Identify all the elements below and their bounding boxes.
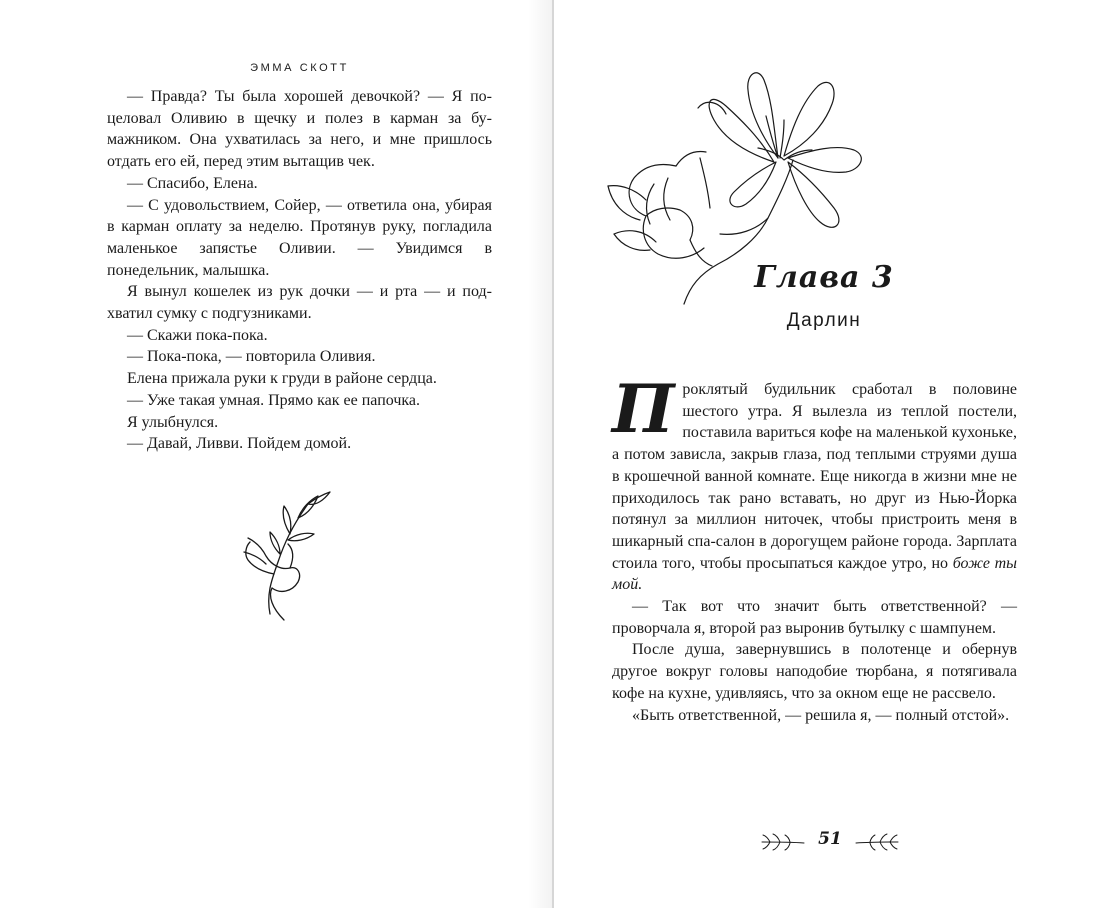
- paragraph: — С удовольствием, Сойер, — ответила она, убирая в карман оплату за неделю. Протянув руку, погладила маленькое запястье Оливии. — Увидимся в понедельник, малышка.: [107, 196, 492, 279]
- chapter-title: Глава 3: [754, 260, 894, 295]
- paragraph: — Давай, Ливви. Пойдем домой.: [127, 435, 352, 453]
- paragraph: — Скажи пока-пока.: [127, 326, 268, 344]
- chapter-subtitle: Дарлин: [786, 310, 862, 331]
- emphasis-text: боже ты мой.: [612, 554, 1017, 594]
- running-head: ЭММА СКОТТ: [250, 62, 349, 74]
- hand-sprig-icon: [228, 484, 338, 626]
- paragraph: — Уже такая умная. Прямо как ее папочка.: [127, 391, 421, 409]
- right-text-block: [612, 370, 1017, 726]
- page-folio: [760, 828, 900, 856]
- leaf-sprig-icon: [760, 832, 806, 852]
- paragraph: После душа, завернувшись в полотенце и обернув другое вокруг головы наподобие тюрбана, я потягивала кофе на кухне, удивляясь, что за окном еще не рассвело.: [612, 641, 1017, 702]
- paragraph: — Так вот что значит быть ответственной? — проворчала я, второй раз выронив бутылку с шампунем.: [612, 598, 1017, 637]
- page-number: 51: [818, 829, 842, 849]
- first-paragraph: [612, 370, 1017, 596]
- paragraph: — Спасибо, Елена.: [127, 174, 258, 192]
- right-page: [554, 0, 1104, 908]
- drop-cap: П: [612, 370, 675, 448]
- paragraph: «Быть ответственной, — решила я, — полный отстой».: [632, 706, 1010, 724]
- first-paragraph-text: роклятый будильник сработал в половине шестого утра. Я вылезла из теплой постели, поставила вариться кофе на маленькой кухоньке, а потом зависла, закрыв глаза, под теплыми струями душа в крошечной ванной комнате. Еще никогда в жизни мне не приходилось так рано вставать, но друг из Нью-Йорка потянул за миллион ниточек, чтобы пристроить меня в шикарный спа-салон в дорогущем районе города. Зарплата стоила того, чтобы просыпаться каждое утро, но: [612, 381, 1017, 572]
- paragraph: Я вынул кошелек из рук дочки — и рта — и подхватил сумку с подгузниками.: [107, 283, 492, 323]
- paragraph: Елена прижала руки к груди в районе сердца.: [127, 370, 437, 388]
- left-text-block: [107, 86, 492, 455]
- leaf-sprig-icon: [854, 832, 900, 852]
- paragraph: — Правда? Ты была хорошей девочкой? — Я поцеловал Оливию в щечку и полез в карман за бумажником. Она ухватилась за него, и мне пришлось отдать его ей, перед этим вытащив чек.: [107, 88, 492, 171]
- paragraph: — Пока-пока, — повторила Оливия.: [127, 348, 376, 366]
- paragraph: Я улыбнулся.: [127, 413, 219, 431]
